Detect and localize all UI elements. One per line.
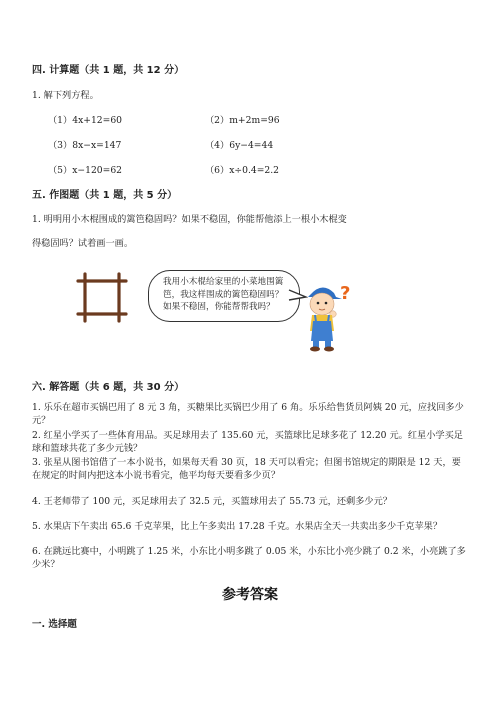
- section5-heading: 五. 作图题（共 1 题，共 5 分）: [32, 190, 178, 201]
- equation-3: （3）8x−x=147: [48, 140, 122, 151]
- bubble-line-2: 笆，我这样围成的篱笆稳固吗？: [163, 289, 284, 300]
- problem-2: 2. 红星小学买了一些体育用品。买足球用去了 135.60 元，买篮球比足球多花了 12.20 元。红星小学买足球和篮球共花了多少元钱？: [32, 430, 463, 454]
- problem-3: 3. 张星从图书馆借了一本小说书，如果每天看 30 页，18 天可以看完；但图书馆规定的期限是 12 天，要在规定的时间内把这本小说书看完，他平均每天要看多少页？: [32, 457, 461, 481]
- section5-question-line1: 1. 明明用小木棍围成的篱笆稳固吗？如果不稳固，你能帮他添上一根小木棍变: [32, 214, 347, 225]
- bubble-line-3: 如果不稳固，你能帮帮我吗？: [163, 302, 275, 312]
- problem-1: 1. 乐乐在超市买锅巴用了 8 元 3 角，买糖果比买锅巴少用了 6 角。乐乐给售货员阿姨 20 元，应找回多少元？: [32, 402, 464, 426]
- problem-6: 6. 在跳远比赛中，小明跳了 1.25 米，小东比小明多跳了 0.05 米，小东比小亮少跳了 0.2 米，小亮跳了多少米？: [32, 546, 466, 570]
- section4-question: 1. 解下列方程。: [32, 90, 99, 101]
- problem-4: 4. 王老师带了 100 元，买足球用去了 32.5 元，买篮球用去了 55.73 元，还剩多少元？: [32, 496, 392, 507]
- answers-subheading: 一. 选择题: [32, 619, 77, 630]
- section4-heading: 四. 计算题（共 1 题，共 12 分）: [32, 65, 185, 76]
- equation-1: （1）4x+12=60: [48, 115, 123, 126]
- equation-4: （4）6y−4=44: [205, 140, 274, 151]
- equation-2: （2）m+2m=96: [205, 115, 280, 126]
- equation-5: （5）x−120=62: [48, 165, 123, 176]
- bubble-text: [163, 276, 298, 314]
- equation-6: （6）x÷0.4=2.2: [205, 165, 280, 176]
- section6-heading: 六. 解答题（共 6 题，共 30 分）: [32, 382, 185, 393]
- problem-5: 5. 水果店下午卖出 65.6 千克苹果，比上午多卖出 17.28 千克。水果店全天一共卖出多少千克苹果？: [32, 521, 443, 532]
- answers-title: 参考答案: [222, 587, 278, 603]
- question-mark-icon: ?: [340, 283, 351, 304]
- section5-question-line2: 得稳固吗？试着画一画。: [32, 238, 134, 249]
- boy-illustration: [300, 277, 360, 353]
- bubble-line-1: 我用小木棍给家里的小菜地围篱: [163, 277, 284, 287]
- stick-fence-figure: [74, 272, 130, 324]
